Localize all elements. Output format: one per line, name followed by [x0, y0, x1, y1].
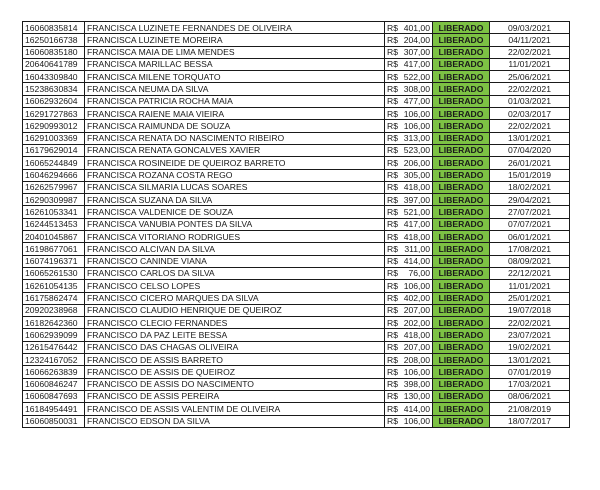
amount-cell: [385, 46, 433, 58]
currency-symbol: R$: [387, 71, 398, 82]
amount-cell: [385, 218, 433, 230]
currency-symbol: R$: [387, 145, 398, 156]
table-row: [23, 34, 570, 46]
date-cell: 22/02/2021: [490, 83, 570, 95]
date-cell: 19/02/2021: [490, 341, 570, 353]
date-cell: 06/01/2021: [490, 231, 570, 243]
name-cell: FRANCISCA PATRICIA ROCHA MAIA: [85, 95, 385, 107]
amount-cell: [385, 255, 433, 267]
table-row: [23, 390, 570, 402]
status-badge: LIBERADO: [433, 243, 490, 255]
status-badge: LIBERADO: [433, 378, 490, 390]
name-cell: FRANCISCA MILENE TORQUATO: [85, 71, 385, 83]
table-row: [23, 169, 570, 181]
amount-value: 401,00: [403, 22, 430, 33]
amount-value: 398,00: [403, 379, 430, 390]
table-row: [23, 403, 570, 415]
date-cell: 22/02/2021: [490, 120, 570, 132]
amount-cell: [385, 194, 433, 206]
currency-symbol: R$: [387, 280, 398, 291]
table-row: [23, 144, 570, 156]
status-badge: LIBERADO: [433, 34, 490, 46]
currency-symbol: R$: [387, 366, 398, 377]
amount-cell: [385, 120, 433, 132]
date-cell: 23/07/2021: [490, 329, 570, 341]
currency-symbol: R$: [387, 83, 398, 94]
date-cell: 26/01/2021: [490, 157, 570, 169]
status-badge: LIBERADO: [433, 144, 490, 156]
table-row: [23, 22, 570, 34]
status-badge: LIBERADO: [433, 83, 490, 95]
name-cell: FRANCISCO DAS CHAGAS OLIVEIRA: [85, 341, 385, 353]
table-row: [23, 280, 570, 292]
table-row: [23, 354, 570, 366]
date-cell: 07/01/2019: [490, 366, 570, 378]
date-cell: 11/01/2021: [490, 58, 570, 70]
nis-cell: 16244513453: [23, 218, 85, 230]
status-badge: LIBERADO: [433, 255, 490, 267]
currency-symbol: R$: [387, 59, 398, 70]
status-badge: LIBERADO: [433, 132, 490, 144]
date-cell: 27/07/2021: [490, 206, 570, 218]
amount-value: 106,00: [403, 416, 430, 426]
amount-cell: [385, 22, 433, 34]
currency-symbol: R$: [387, 329, 398, 340]
amount-value: 521,00: [403, 206, 430, 217]
amount-value: 417,00: [403, 59, 430, 70]
table-row: [23, 83, 570, 95]
nis-cell: 16046294666: [23, 169, 85, 181]
amount-value: 522,00: [403, 71, 430, 82]
table-body: [23, 22, 570, 428]
name-cell: FRANCISCO DE ASSIS DO NASCIMENTO: [85, 378, 385, 390]
table-row: [23, 243, 570, 255]
currency-symbol: R$: [387, 22, 398, 33]
nis-cell: 12615476442: [23, 341, 85, 353]
amount-value: 106,00: [403, 280, 430, 291]
name-cell: FRANCISCA LUZINETE MOREIRA: [85, 34, 385, 46]
date-cell: 07/07/2021: [490, 218, 570, 230]
table-row: [23, 206, 570, 218]
nis-cell: 16262579967: [23, 181, 85, 193]
nis-cell: 16179629014: [23, 144, 85, 156]
date-cell: 17/03/2021: [490, 378, 570, 390]
currency-symbol: R$: [387, 243, 398, 254]
status-badge: LIBERADO: [433, 169, 490, 181]
nis-cell: 16065261530: [23, 267, 85, 279]
amount-cell: [385, 71, 433, 83]
name-cell: FRANCISCO CLECIO FERNANDES: [85, 317, 385, 329]
amount-cell: [385, 292, 433, 304]
amount-value: 208,00: [403, 354, 430, 365]
name-cell: FRANCISCA RENATA GONCALVES XAVIER: [85, 144, 385, 156]
nis-cell: 16062939099: [23, 329, 85, 341]
amount-cell: [385, 157, 433, 169]
status-badge: LIBERADO: [433, 329, 490, 341]
amount-cell: [385, 108, 433, 120]
table-row: [23, 341, 570, 353]
name-cell: FRANCISCA SUZANA DA SILVA: [85, 194, 385, 206]
beneficiary-table: [22, 21, 570, 428]
status-badge: LIBERADO: [433, 71, 490, 83]
status-badge: LIBERADO: [433, 194, 490, 206]
name-cell: FRANCISCO CELSO LOPES: [85, 280, 385, 292]
date-cell: 17/08/2021: [490, 243, 570, 255]
amount-cell: [385, 366, 433, 378]
amount-cell: [385, 317, 433, 329]
date-cell: 25/01/2021: [490, 292, 570, 304]
date-cell: 04/11/2021: [490, 34, 570, 46]
name-cell: FRANCISCA NEUMA DA SILVA: [85, 83, 385, 95]
currency-symbol: R$: [387, 194, 398, 205]
nis-cell: 16290309987: [23, 194, 85, 206]
name-cell: FRANCISCA VALDENICE DE SOUZA: [85, 206, 385, 218]
amount-value: 206,00: [403, 157, 430, 168]
name-cell: FRANCISCA ROSINEIDE DE QUEIROZ BARRETO: [85, 157, 385, 169]
amount-value: 204,00: [403, 34, 430, 45]
amount-cell: [385, 378, 433, 390]
status-badge: LIBERADO: [433, 108, 490, 120]
table-row: [23, 95, 570, 107]
nis-cell: 16060835814: [23, 22, 85, 34]
date-cell: 08/09/2021: [490, 255, 570, 267]
status-badge: LIBERADO: [433, 403, 490, 415]
currency-symbol: R$: [387, 416, 398, 426]
status-badge: LIBERADO: [433, 354, 490, 366]
table-row: [23, 120, 570, 132]
date-cell: 18/02/2021: [490, 181, 570, 193]
nis-cell: 16198677061: [23, 243, 85, 255]
amount-cell: [385, 83, 433, 95]
table-row: [23, 292, 570, 304]
table-row: [23, 194, 570, 206]
amount-cell: [385, 280, 433, 292]
status-badge: LIBERADO: [433, 341, 490, 353]
date-cell: 29/04/2021: [490, 194, 570, 206]
date-cell: 07/04/2020: [490, 144, 570, 156]
status-badge: LIBERADO: [433, 292, 490, 304]
amount-cell: [385, 169, 433, 181]
amount-cell: [385, 329, 433, 341]
table-row: [23, 108, 570, 120]
amount-value: 313,00: [403, 133, 430, 144]
currency-symbol: R$: [387, 182, 398, 193]
table-row: [23, 329, 570, 341]
status-badge: LIBERADO: [433, 280, 490, 292]
amount-value: 417,00: [403, 219, 430, 230]
amount-value: 130,00: [403, 391, 430, 402]
amount-value: 106,00: [403, 366, 430, 377]
nis-cell: 16175862474: [23, 292, 85, 304]
status-badge: LIBERADO: [433, 46, 490, 58]
amount-value: 397,00: [403, 194, 430, 205]
nis-cell: 12324167052: [23, 354, 85, 366]
table-row: [23, 255, 570, 267]
currency-symbol: R$: [387, 231, 398, 242]
nis-cell: 16261054135: [23, 280, 85, 292]
amount-value: 202,00: [403, 317, 430, 328]
currency-symbol: R$: [387, 379, 398, 390]
currency-symbol: R$: [387, 391, 398, 402]
table-row: [23, 366, 570, 378]
name-cell: FRANCISCA RAIENE MAIA VIEIRA: [85, 108, 385, 120]
amount-cell: [385, 132, 433, 144]
amount-value: 414,00: [403, 403, 430, 414]
nis-cell: 16291003369: [23, 132, 85, 144]
name-cell: FRANCISCO CLAUDIO HENRIQUE DE QUEIROZ: [85, 304, 385, 316]
amount-cell: [385, 231, 433, 243]
currency-symbol: R$: [387, 96, 398, 107]
name-cell: FRANCISCO DE ASSIS PEREIRA: [85, 390, 385, 402]
amount-cell: [385, 243, 433, 255]
table-row: [23, 218, 570, 230]
name-cell: FRANCISCA MARILLAC BESSA: [85, 58, 385, 70]
table-row: [23, 267, 570, 279]
table-row: [23, 415, 570, 427]
nis-cell: 16060847693: [23, 390, 85, 402]
name-cell: FRANCISCA SILMARIA LUCAS SOARES: [85, 181, 385, 193]
status-badge: LIBERADO: [433, 366, 490, 378]
status-badge: LIBERADO: [433, 218, 490, 230]
date-cell: 13/01/2021: [490, 354, 570, 366]
amount-value: 106,00: [403, 120, 430, 131]
currency-symbol: R$: [387, 120, 398, 131]
nis-cell: 16043309840: [23, 71, 85, 83]
name-cell: FRANCISCO DE ASSIS BARRETO: [85, 354, 385, 366]
currency-symbol: R$: [387, 256, 398, 267]
amount-cell: [385, 403, 433, 415]
date-cell: 22/02/2021: [490, 317, 570, 329]
name-cell: FRANCISCO EDSON DA SILVA: [85, 415, 385, 427]
table-row: [23, 231, 570, 243]
name-cell: FRANCISCA VITORIANO RODRIGUES: [85, 231, 385, 243]
amount-value: 523,00: [403, 145, 430, 156]
amount-cell: [385, 206, 433, 218]
status-badge: LIBERADO: [433, 157, 490, 169]
date-cell: 22/12/2021: [490, 267, 570, 279]
nis-cell: 16184954491: [23, 403, 85, 415]
amount-value: 207,00: [403, 305, 430, 316]
nis-cell: 16060846247: [23, 378, 85, 390]
nis-cell: 15238630834: [23, 83, 85, 95]
table-row: [23, 46, 570, 58]
name-cell: FRANCISCO CANINDE VIANA: [85, 255, 385, 267]
status-badge: LIBERADO: [433, 22, 490, 34]
status-badge: LIBERADO: [433, 390, 490, 402]
amount-value: 418,00: [403, 231, 430, 242]
name-cell: FRANCISCO CICERO MARQUES DA SILVA: [85, 292, 385, 304]
name-cell: FRANCISCA LUZINETE FERNANDES DE OLIVEIRA: [85, 22, 385, 34]
name-cell: FRANCISCA RENATA DO NASCIMENTO RIBEIRO: [85, 132, 385, 144]
amount-cell: [385, 144, 433, 156]
name-cell: FRANCISCO DE ASSIS DE QUEIROZ: [85, 366, 385, 378]
amount-value: 305,00: [403, 170, 430, 181]
status-badge: LIBERADO: [433, 317, 490, 329]
amount-value: 418,00: [403, 182, 430, 193]
table-row: [23, 317, 570, 329]
amount-value: 207,00: [403, 342, 430, 353]
amount-cell: [385, 181, 433, 193]
amount-value: 106,00: [403, 108, 430, 119]
name-cell: FRANCISCA MAIA DE LIMA MENDES: [85, 46, 385, 58]
amount-cell: [385, 415, 433, 427]
currency-symbol: R$: [387, 219, 398, 230]
date-cell: 15/01/2019: [490, 169, 570, 181]
currency-symbol: R$: [387, 293, 398, 304]
amount-value: 307,00: [403, 47, 430, 58]
nis-cell: 20920238968: [23, 304, 85, 316]
name-cell: FRANCISCA VANUBIA PONTES DA SILVA: [85, 218, 385, 230]
amount-value: 311,00: [404, 243, 430, 254]
table-row: [23, 378, 570, 390]
nis-cell: 16261053341: [23, 206, 85, 218]
nis-cell: 16290993012: [23, 120, 85, 132]
amount-cell: [385, 58, 433, 70]
amount-value: 402,00: [403, 293, 430, 304]
status-badge: LIBERADO: [433, 120, 490, 132]
date-cell: 21/08/2019: [490, 403, 570, 415]
date-cell: 19/07/2018: [490, 304, 570, 316]
nis-cell: 16182642360: [23, 317, 85, 329]
amount-cell: [385, 390, 433, 402]
date-cell: 18/07/2017: [490, 415, 570, 427]
amount-cell: [385, 354, 433, 366]
currency-symbol: R$: [387, 133, 398, 144]
name-cell: FRANCISCA RAIMUNDA DE SOUZA: [85, 120, 385, 132]
date-cell: 02/03/2017: [490, 108, 570, 120]
nis-cell: 16291727863: [23, 108, 85, 120]
table-row: [23, 71, 570, 83]
nis-cell: 16062932604: [23, 95, 85, 107]
status-badge: LIBERADO: [433, 267, 490, 279]
amount-value: 418,00: [403, 329, 430, 340]
date-cell: 25/06/2021: [490, 71, 570, 83]
amount-cell: [385, 341, 433, 353]
currency-symbol: R$: [387, 268, 398, 279]
date-cell: 01/03/2021: [490, 95, 570, 107]
nis-cell: 16066263839: [23, 366, 85, 378]
nis-cell: 16060835180: [23, 46, 85, 58]
table-row: [23, 304, 570, 316]
nis-cell: 16065244849: [23, 157, 85, 169]
currency-symbol: R$: [387, 47, 398, 58]
nis-cell: 16060850031: [23, 415, 85, 427]
status-badge: LIBERADO: [433, 95, 490, 107]
table-row: [23, 181, 570, 193]
table-row: [23, 157, 570, 169]
date-cell: 13/01/2021: [490, 132, 570, 144]
name-cell: FRANCISCA ROZANA COSTA REGO: [85, 169, 385, 181]
currency-symbol: R$: [387, 34, 398, 45]
currency-symbol: R$: [387, 342, 398, 353]
status-badge: LIBERADO: [433, 206, 490, 218]
currency-symbol: R$: [387, 108, 398, 119]
currency-symbol: R$: [387, 157, 398, 168]
amount-value: 477,00: [403, 96, 430, 107]
amount-value: 308,00: [403, 83, 430, 94]
status-badge: LIBERADO: [433, 304, 490, 316]
amount-cell: [385, 34, 433, 46]
amount-value: 414,00: [403, 256, 430, 267]
table-row: [23, 58, 570, 70]
amount-cell: [385, 304, 433, 316]
status-badge: LIBERADO: [433, 415, 490, 427]
currency-symbol: R$: [387, 354, 398, 365]
date-cell: 11/01/2021: [490, 280, 570, 292]
nis-cell: 16074196371: [23, 255, 85, 267]
currency-symbol: R$: [387, 305, 398, 316]
currency-symbol: R$: [387, 206, 398, 217]
currency-symbol: R$: [387, 170, 398, 181]
table-row: [23, 132, 570, 144]
name-cell: FRANCISCO CARLOS DA SILVA: [85, 267, 385, 279]
currency-symbol: R$: [387, 403, 398, 414]
currency-symbol: R$: [387, 317, 398, 328]
amount-cell: [385, 267, 433, 279]
status-badge: LIBERADO: [433, 231, 490, 243]
status-badge: LIBERADO: [433, 181, 490, 193]
date-cell: 22/02/2021: [490, 46, 570, 58]
nis-cell: 16250166738: [23, 34, 85, 46]
name-cell: FRANCISCO ALCIVAN DA SILVA: [85, 243, 385, 255]
date-cell: 09/03/2021: [490, 22, 570, 34]
nis-cell: 20401045867: [23, 231, 85, 243]
amount-value: 76,00: [408, 268, 430, 279]
name-cell: FRANCISCO DE ASSIS VALENTIM DE OLIVEIRA: [85, 403, 385, 415]
name-cell: FRANCISCO DA PAZ LEITE BESSA: [85, 329, 385, 341]
amount-cell: [385, 95, 433, 107]
date-cell: 08/06/2021: [490, 390, 570, 402]
nis-cell: 20640641789: [23, 58, 85, 70]
status-badge: LIBERADO: [433, 58, 490, 70]
